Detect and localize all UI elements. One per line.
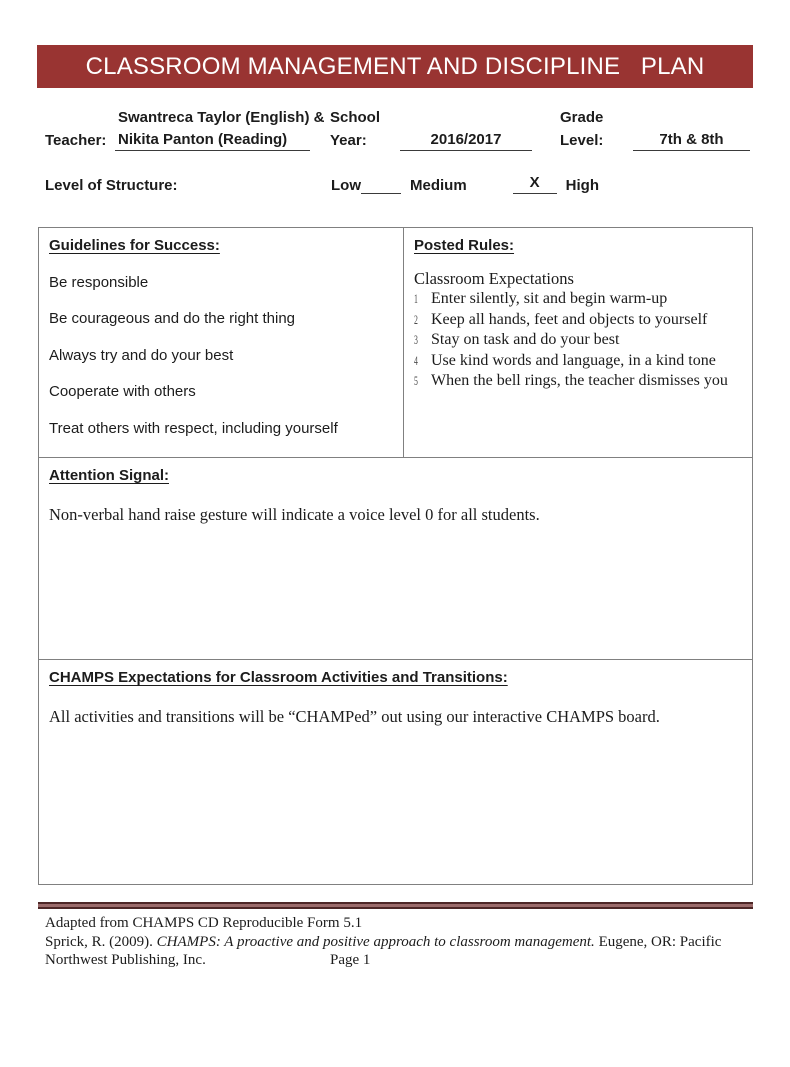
grade-label-line2: Level: (560, 132, 604, 149)
attention-signal-heading: Attention Signal: (49, 467, 169, 484)
guideline-item: Be courageous and do the right thing (49, 310, 296, 327)
posted-rule-item (414, 351, 744, 372)
teacher-value-field: Nikita Panton (Reading) (115, 131, 310, 151)
structure-checkbox-blank: X (513, 174, 557, 194)
spacer (400, 126, 532, 128)
level-of-structure-row (45, 172, 745, 194)
rule-number: 5 (414, 373, 418, 389)
champs-body: All activities and transitions will be “CHAMPed” out using our interactive CHAMPS board. (49, 707, 660, 726)
page-number: Page 1 (330, 952, 371, 968)
school-label-line2: Year: (330, 132, 367, 149)
posted-rule-item (414, 289, 744, 310)
structure-option-label: Low (331, 177, 361, 194)
spacer (532, 149, 560, 151)
guidelines-cell (39, 228, 404, 457)
teacher-label: Teacher: (45, 132, 107, 149)
posted-rule-item (414, 371, 744, 392)
structure-option (361, 174, 467, 194)
school-year-field: 2016/2017 (400, 131, 532, 151)
structure-option-label: High (565, 177, 599, 194)
level-of-structure-label: Level of Structure: (45, 177, 178, 194)
footer-citation (45, 914, 750, 970)
plan-table (38, 227, 753, 885)
rule-text: Keep all hands, feet and objects to yourself (431, 310, 708, 328)
footer-divider-rule (38, 902, 753, 909)
rule-number: 3 (414, 332, 418, 348)
school-label-line1: School (330, 109, 381, 126)
rule-text: When the bell rings, the teacher dismisses you (431, 372, 728, 390)
guideline-item: Always try and do your best (49, 346, 234, 364)
grade-level-field: 7th & 8th (633, 131, 750, 151)
posted-rules-heading: Posted Rules: (414, 237, 515, 254)
spacer (532, 126, 560, 128)
guideline-item: Treat others with respect, including yourself (49, 419, 338, 437)
rule-text: Use kind words and language, in a kind tone (431, 351, 716, 369)
footer-line2 (45, 933, 750, 952)
footer-line3 (45, 951, 750, 970)
guideline-item: Be responsible (49, 273, 149, 291)
title-banner (37, 45, 753, 88)
spacer (310, 126, 330, 128)
posted-rule-item (414, 330, 744, 351)
rule-number: 1 (414, 291, 418, 306)
rule-number: 4 (414, 352, 418, 368)
grade-label-line1: Grade (560, 109, 604, 126)
attention-signal-cell (39, 458, 752, 660)
posted-rules-cell (404, 228, 752, 457)
spacer (310, 149, 330, 151)
rule-number: 2 (414, 311, 418, 327)
attention-signal-body: Non-verbal hand raise gesture will indicate a voice level 0 for all students. (49, 505, 540, 524)
structure-option-label: Medium (410, 177, 467, 194)
structure-option (513, 174, 599, 194)
citation-title: CHAMPS: A proactive and positive approach to classroom management. (156, 933, 595, 950)
champs-heading: CHAMPS Expectations for Classroom Activities and Transitions: (49, 669, 508, 686)
guidelines-rules-row (39, 228, 752, 458)
citation-post: Eugene, OR: Pacific (594, 933, 722, 950)
spacer (45, 126, 115, 128)
posted-rules-subheading: Classroom Expectations (414, 269, 574, 288)
spacer (633, 126, 750, 128)
footer-line1: Adapted from CHAMPS CD Reproducible Form 5.1 (45, 915, 363, 931)
rule-text: Stay on task and do your best (431, 331, 620, 349)
header-fields (45, 105, 750, 151)
guideline-item: Cooperate with others (49, 383, 196, 400)
citation-pre: Sprick, R. (2009). (45, 933, 157, 950)
guidelines-heading: Guidelines for Success: (49, 237, 220, 254)
posted-rule-item (414, 310, 744, 331)
structure-option (322, 174, 361, 194)
rule-text: Enter silently, sit and begin warm-up (431, 290, 668, 307)
publisher-text: Northwest Publishing, Inc. (45, 952, 206, 968)
page-title: CLASSROOM MANAGEMENT AND DISCIPLINE PLAN (85, 52, 705, 80)
champs-cell (39, 660, 752, 884)
teacher-value-line1: Swantreca Taylor (English) & (118, 109, 325, 126)
structure-checkbox-blank (361, 174, 401, 194)
